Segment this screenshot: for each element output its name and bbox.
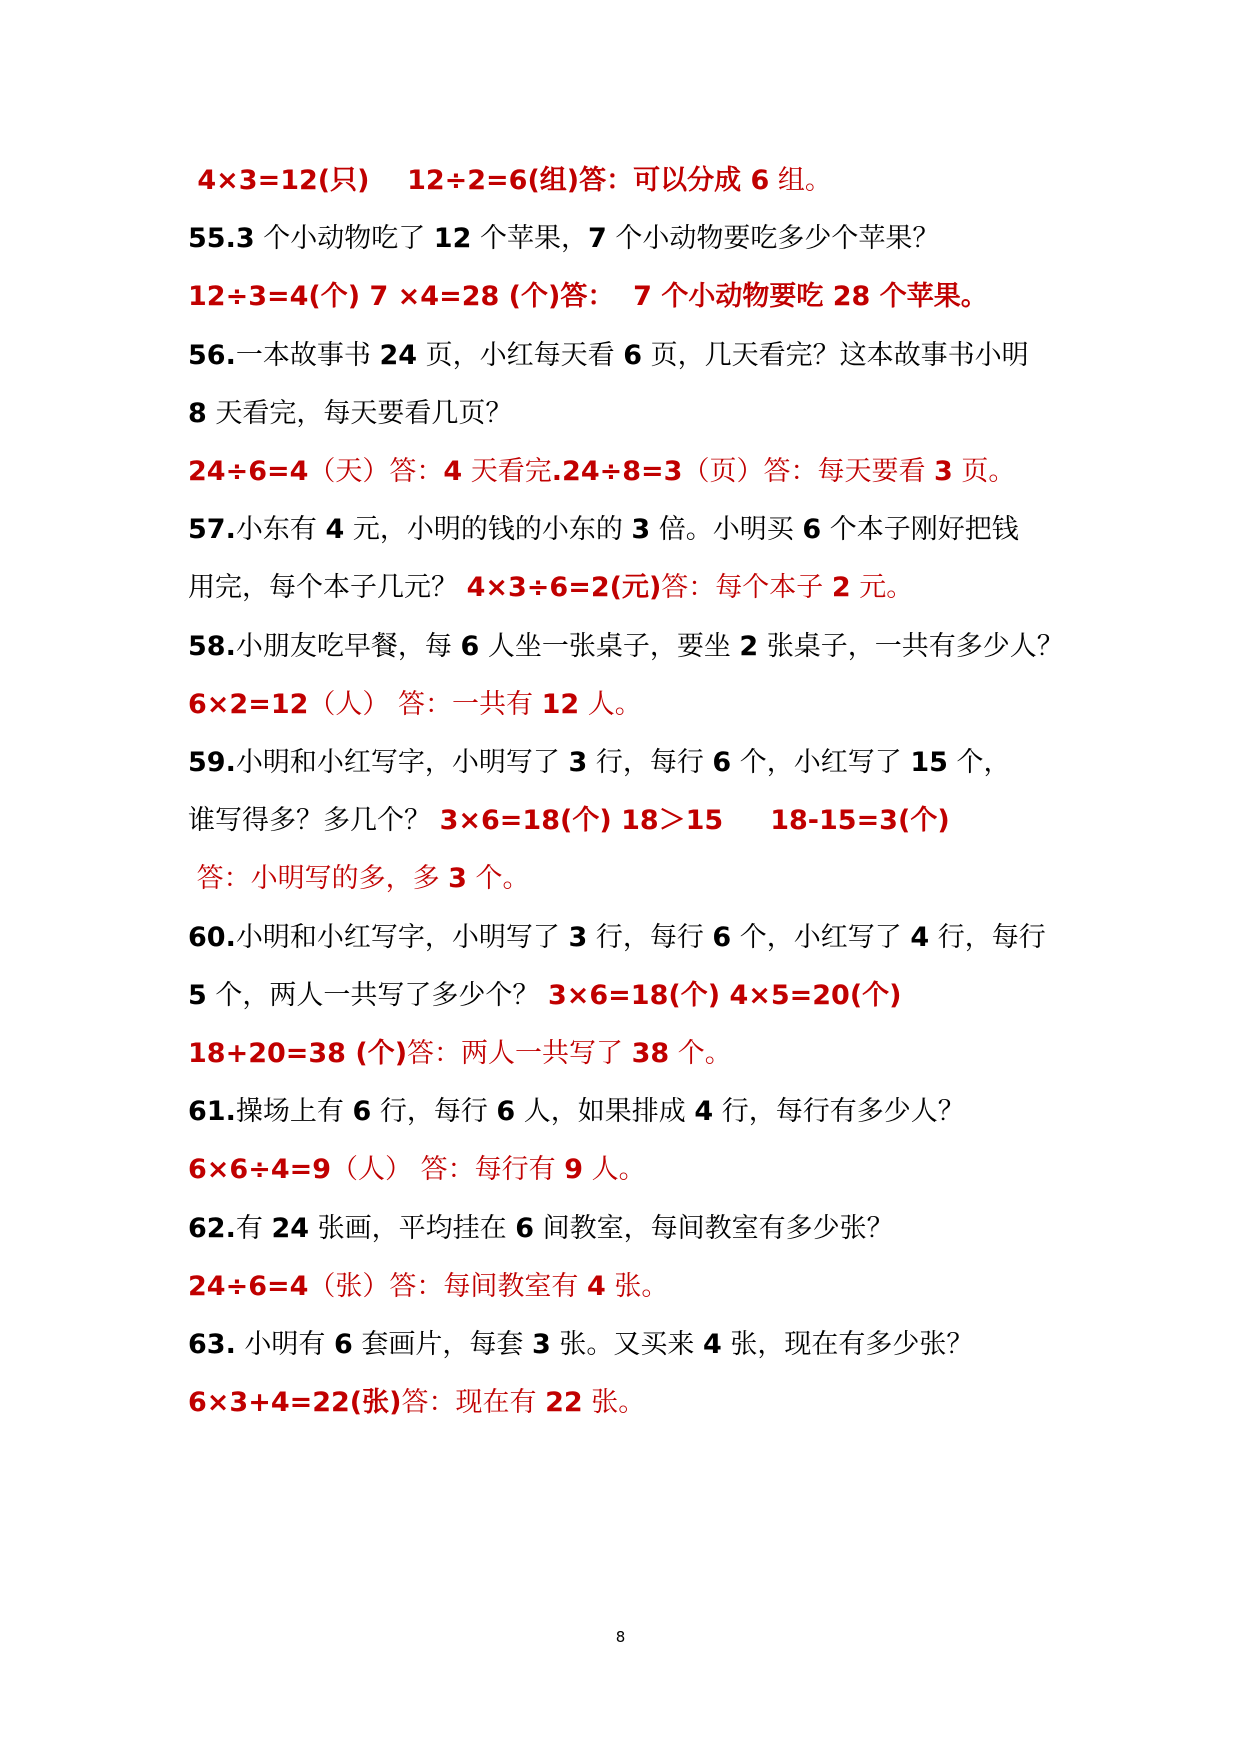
answer-text: 3×6=18(个) 18＞15 18-15=3(个): [439, 805, 950, 836]
answer-text: （天）答：: [308, 456, 444, 487]
text-line: [188, 214, 1088, 264]
question-text: 3: [568, 922, 588, 953]
answer-text: 元。: [850, 572, 914, 603]
question-text: 小明有: [235, 1329, 335, 1360]
text-line: [188, 738, 1088, 788]
question-text: 59.: [188, 747, 236, 778]
question-text: 个苹果，: [471, 223, 588, 254]
text-line: [188, 1145, 1088, 1195]
question-text: 操场上有: [235, 1096, 353, 1127]
answer-text: 3: [934, 456, 953, 487]
answer-text: 人。: [582, 1154, 646, 1185]
question-text: 6: [334, 1329, 353, 1360]
question-text: 24: [379, 340, 418, 371]
answer-text: 18+20=38 (个): [188, 1038, 408, 1069]
question-text: 小东有: [235, 514, 326, 545]
answer-text: 4×3=12(只) 12÷2=6(组)答：可以分成: [188, 165, 751, 196]
answer-text: 12: [541, 689, 580, 720]
text-line: [188, 156, 1088, 206]
text-line: [188, 1378, 1088, 1428]
text-line: [188, 1262, 1088, 1312]
answer-text: 答：两人一共写了: [407, 1038, 632, 1069]
question-text: 57.: [188, 514, 236, 545]
question-text: 6: [460, 631, 480, 662]
question-text: 12: [433, 223, 472, 254]
question-text: 7: [587, 223, 607, 254]
question-text: 小朋友吃早餐，每: [235, 631, 461, 662]
question-text: 行，每行: [587, 747, 713, 778]
answer-text: 22: [545, 1387, 583, 1418]
question-text: 个小动物吃了: [254, 223, 434, 254]
question-text: 6: [802, 514, 822, 545]
question-text: 元，小明的钱的小东的: [344, 514, 632, 545]
question-text: 4: [702, 1329, 722, 1360]
question-text: 2: [739, 631, 759, 662]
answer-text: 38: [631, 1038, 670, 1069]
question-text: 张。又买来: [550, 1329, 703, 1360]
text-line: [188, 1204, 1088, 1254]
answer-text: 6: [750, 165, 770, 196]
question-text: 6: [515, 1213, 534, 1244]
answer-text: 9: [564, 1154, 583, 1185]
text-line: [188, 796, 1088, 846]
question-text: 用完，每个本子几元？: [188, 572, 467, 603]
question-text: 倍。小明买: [650, 514, 803, 545]
question-text: 4: [325, 514, 345, 545]
question-text: 行，每行: [587, 922, 713, 953]
question-text: 63.: [188, 1329, 236, 1360]
text-line: [188, 389, 1088, 439]
question-text: 一本故事书: [235, 340, 380, 371]
answer-text: 人。: [579, 689, 642, 720]
question-text: 谁写得多？多几个？: [188, 805, 440, 836]
text-line: [188, 913, 1088, 963]
answer-text: 6×3+4=22(张): [188, 1387, 402, 1418]
text-line: [188, 971, 1088, 1021]
question-text: 有: [235, 1213, 272, 1244]
answer-text: 组。: [769, 165, 832, 196]
answer-text: 6×2=12: [188, 689, 309, 720]
question-text: 小明和小红写字，小明写了: [235, 747, 569, 778]
answer-text: 答：现在有: [401, 1387, 546, 1418]
question-text: 套画片，每套: [352, 1329, 532, 1360]
question-text: 6: [712, 922, 732, 953]
question-text: 6: [496, 1096, 516, 1127]
question-text: 个小动物要吃多少个苹果？: [606, 223, 940, 254]
question-text: 张，现在有多少张？: [721, 1329, 974, 1360]
question-text: 8: [188, 398, 207, 429]
question-text: 行，每行: [371, 1096, 497, 1127]
question-text: 人，如果排成: [515, 1096, 695, 1127]
question-text: 6: [352, 1096, 372, 1127]
answer-text: 4: [443, 456, 463, 487]
question-text: 55.3: [188, 223, 255, 254]
answer-text: 答：小明写的多，多: [188, 863, 449, 894]
question-text: 行，每行: [929, 922, 1046, 953]
answer-text: 4: [587, 1271, 606, 1302]
text-line: [188, 854, 1088, 904]
question-text: 15: [910, 747, 948, 778]
answer-text: 天看完: [462, 456, 552, 487]
question-text: 62.: [188, 1213, 236, 1244]
answer-text: 2: [831, 572, 851, 603]
question-text: 个，: [947, 747, 1011, 778]
question-text: 个，小红写了: [731, 922, 911, 953]
question-text: 6: [712, 747, 732, 778]
text-line: [188, 1320, 1088, 1370]
question-text: 3: [631, 514, 651, 545]
question-text: 4: [910, 922, 930, 953]
question-text: 页，几天看完？这本故事书小明: [641, 340, 1029, 371]
question-text: 61.: [188, 1096, 236, 1127]
question-text: 56.: [188, 340, 236, 371]
text-line: [188, 505, 1088, 555]
answer-text: 4×3÷6=2(元): [466, 572, 662, 603]
text-line: [188, 1029, 1088, 1079]
text-line: [188, 331, 1088, 381]
answer-text: 个。: [466, 863, 530, 894]
question-text: 5: [188, 980, 207, 1011]
text-line: [188, 680, 1088, 730]
text-line: [188, 622, 1088, 672]
question-text: 个，小红写了: [731, 747, 911, 778]
question-text: 小明和小红写字，小明写了: [235, 922, 569, 953]
answer-text: 3: [448, 863, 467, 894]
question-text: 张画，平均挂在: [309, 1213, 516, 1244]
answer-text: （张）答：每间教室有: [308, 1271, 587, 1302]
question-text: 个本子刚好把钱: [821, 514, 1019, 545]
question-text: 3: [531, 1329, 551, 1360]
answer-text: 答：每个本子: [661, 572, 832, 603]
question-text: 行，每行有多少人？: [713, 1096, 965, 1127]
answer-text: 24÷6=4: [188, 456, 309, 487]
text-line: [188, 272, 1088, 322]
question-text: 6: [623, 340, 642, 371]
question-text: 张桌子，一共有多少人？: [758, 631, 1064, 662]
answer-text: 6×6÷4=9: [188, 1154, 332, 1185]
answer-text: （人） 答：一共有: [308, 689, 542, 720]
question-text: 人坐一张桌子，要坐: [479, 631, 740, 662]
question-text: 58.: [188, 631, 236, 662]
text-line: [188, 447, 1088, 497]
answer-text: 个。: [669, 1038, 732, 1069]
text-line: [188, 1087, 1088, 1137]
question-text: 60.: [188, 922, 236, 953]
question-text: 3: [568, 747, 588, 778]
answer-text: （页）答：每天要看: [682, 456, 935, 487]
text-line: [188, 563, 1088, 613]
answer-text: 3×6=18(个) 4×5=20(个): [547, 980, 902, 1011]
answer-text: 页。: [952, 456, 1016, 487]
question-text: 24: [271, 1213, 310, 1244]
answer-text: （人） 答：每行有: [331, 1154, 565, 1185]
question-text: 4: [694, 1096, 714, 1127]
question-text: 天看完，每天要看几页？: [206, 398, 513, 429]
question-text: 间教室，每间教室有多少张？: [533, 1213, 894, 1244]
answer-text: 12÷3=4(个) 7 ×4=28 (个)答： 7 个小动物要吃 28 个苹果。: [188, 281, 988, 312]
question-text: 个，两人一共写了多少个？: [206, 980, 548, 1011]
answer-text: 张。: [605, 1271, 669, 1302]
answer-text: .24÷8=3: [551, 456, 683, 487]
question-text: 页，小红每天看: [417, 340, 624, 371]
answer-text: 24÷6=4: [188, 1271, 309, 1302]
answer-text: 张。: [582, 1387, 646, 1418]
page-number: 8: [615, 1628, 626, 1646]
